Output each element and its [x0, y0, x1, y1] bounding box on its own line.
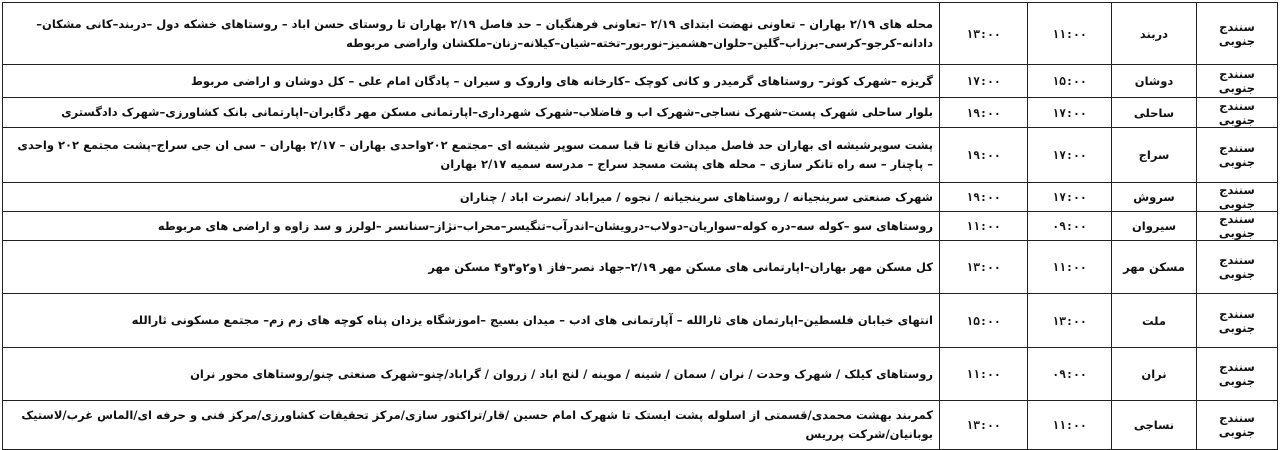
- start-time-cell: ۱۱:۰۰: [1028, 3, 1112, 65]
- table-row: [3, 401, 1278, 450]
- start-time-cell: ۱۷:۰۰: [1028, 128, 1112, 183]
- area-cell: سروش: [1112, 183, 1197, 212]
- area-cell: نران: [1112, 348, 1197, 401]
- start-time-cell: ۱۷:۰۰: [1028, 98, 1112, 128]
- area-cell: ساحلی: [1112, 98, 1197, 128]
- description-cell: محله های ۲/۱۹ بهاران – تعاونی نهضت ابتدای ۲/۱۹ –تعاونی فرهنگیان – حد فاصل ۲/۱۹ بهاران تا روستای حسن اباد – روستاهای خشکه دول –دربند–کانی مشکان–دادانه–کرجو–کرسی–برزاب–گلین–حلوان–هشمیز–نوربور–تخته–شیان–کیلانه–زنان–ملکشان واراضی مربوطه: [3, 3, 940, 65]
- area-cell: مسکن مهر: [1112, 241, 1197, 294]
- start-time-cell: ۱۷:۰۰: [1028, 183, 1112, 212]
- start-time-cell: ۰۹:۰۰: [1028, 212, 1112, 241]
- area-cell: نساجی: [1112, 401, 1197, 450]
- region-cell: سنندج جنوبی: [1197, 294, 1278, 348]
- area-cell: دربند: [1112, 3, 1197, 65]
- region-cell: سنندج جنوبی: [1197, 183, 1278, 212]
- end-time-cell: ۱۹:۰۰: [940, 128, 1028, 183]
- description-cell: کمربند بهشت محمدی/قسمتی از اسلوله پشت ایستک تا شهرک امام حسین /قار/تراکتور سازی/مرکز تحقیقات کشاورزی/مرکز فنی و حرفه ای/الماس غرب/لاستیک بوبانیان/شرکت پرریس: [3, 401, 940, 450]
- table-row: [3, 212, 1278, 241]
- table-row: [3, 98, 1278, 128]
- description-cell: گریزه –شهرک کوثر– روستاهای گرمیدر و کانی کوچک –کارخانه های واروک و سیران – پادگان امام علی – کل دوشان و اراضی مربوط: [3, 65, 940, 98]
- end-time-cell: ۱۱:۰۰: [940, 348, 1028, 401]
- region-cell: سنندج جنوبی: [1197, 241, 1278, 294]
- end-time-cell: ۱۳:۰۰: [940, 241, 1028, 294]
- end-time-cell: ۱۵:۰۰: [940, 294, 1028, 348]
- end-time-cell: ۱۱:۰۰: [940, 212, 1028, 241]
- table-row: [3, 241, 1278, 294]
- area-cell: ملت: [1112, 294, 1197, 348]
- description-cell: روستاهای سو –کوله سه–دره کوله–سواریان–دولاب–درویشان–اندرآب–تنگیسر–محراب–نژاز–سنانسر –لولرز و سد زاوه و اراضی های مربوطه: [3, 212, 940, 241]
- region-cell: سنندج جنوبی: [1197, 98, 1278, 128]
- start-time-cell: ۱۱:۰۰: [1028, 401, 1112, 450]
- description-cell: پشت سوپرشیشه ای بهاران حد فاصل میدان قانع تا قبا سمت سوپر شیشه ای –مجتمع ۲۰۲واحدی بهاران – ۲/۱۷ بهاران – سی ان جی سراج–پشت مجتمع ۲۰۲ واحدی – پاچنار – سه راه تانکر سازی – محله های پشت مسجد سراج – مدرسه سمیه ۲/۱۷ بهاران: [3, 128, 940, 183]
- table-row: [3, 183, 1278, 212]
- outage-schedule-table: [2, 2, 1278, 450]
- description-cell: شهرک صنعتی سرینجیانه / روستاهای سرینجیانه / نجوه / میراباد /نصرت اباد / چناران: [3, 183, 940, 212]
- table-row: [3, 128, 1278, 183]
- area-cell: سیروان: [1112, 212, 1197, 241]
- end-time-cell: ۱۹:۰۰: [940, 183, 1028, 212]
- start-time-cell: ۱۳:۰۰: [1028, 294, 1112, 348]
- region-cell: سنندج جنوبی: [1197, 128, 1278, 183]
- region-cell: سنندج جنوبی: [1197, 212, 1278, 241]
- description-cell: روستاهای کیلک / شهرک وحدت / نران / سمان / شینه / موینه / لنج اباد / زروان / گراباد/چنو–شهرک صنعتی چنو/روستاهای محور نران: [3, 348, 940, 401]
- table-row: [3, 65, 1278, 98]
- table-row: [3, 348, 1278, 401]
- start-time-cell: ۱۵:۰۰: [1028, 65, 1112, 98]
- area-cell: سراج: [1112, 128, 1197, 183]
- region-cell: سنندج جنوبی: [1197, 3, 1278, 65]
- end-time-cell: ۱۹:۰۰: [940, 98, 1028, 128]
- start-time-cell: ۱۱:۰۰: [1028, 241, 1112, 294]
- end-time-cell: ۱۳:۰۰: [940, 401, 1028, 450]
- region-cell: سنندج جنوبی: [1197, 348, 1278, 401]
- region-cell: سنندج جنوبی: [1197, 65, 1278, 98]
- description-cell: کل مسکن مهر بهاران–اپارتمانی های مسکن مهر ۲/۱۹–جهاد نصر–فاز ۱و۲و۳و۴ مسکن مهر: [3, 241, 940, 294]
- start-time-cell: ۰۹:۰۰: [1028, 348, 1112, 401]
- table-row: [3, 3, 1278, 65]
- description-cell: بلوار ساحلی شهرک پست–شهرک نساجی–شهرک اب و فاضلاب–شهرک شهرداری–اپارتمانی مسکن مهر دگایران–اپارتمانی بانک کشاورزی–شهرک دادگستری: [3, 98, 940, 128]
- table-row: [3, 294, 1278, 348]
- area-cell: دوشان: [1112, 65, 1197, 98]
- region-cell: سنندج جنوبی: [1197, 401, 1278, 450]
- end-time-cell: ۱۷:۰۰: [940, 65, 1028, 98]
- description-cell: انتهای خیابان فلسطین–اپارتمان های ثارالله – آپارتمانی های ادب – میدان بسیج –اموزشگاه یزدان پناه کوچه های زم زم– مجتمع مسکونی ثارالله: [3, 294, 940, 348]
- end-time-cell: ۱۳:۰۰: [940, 3, 1028, 65]
